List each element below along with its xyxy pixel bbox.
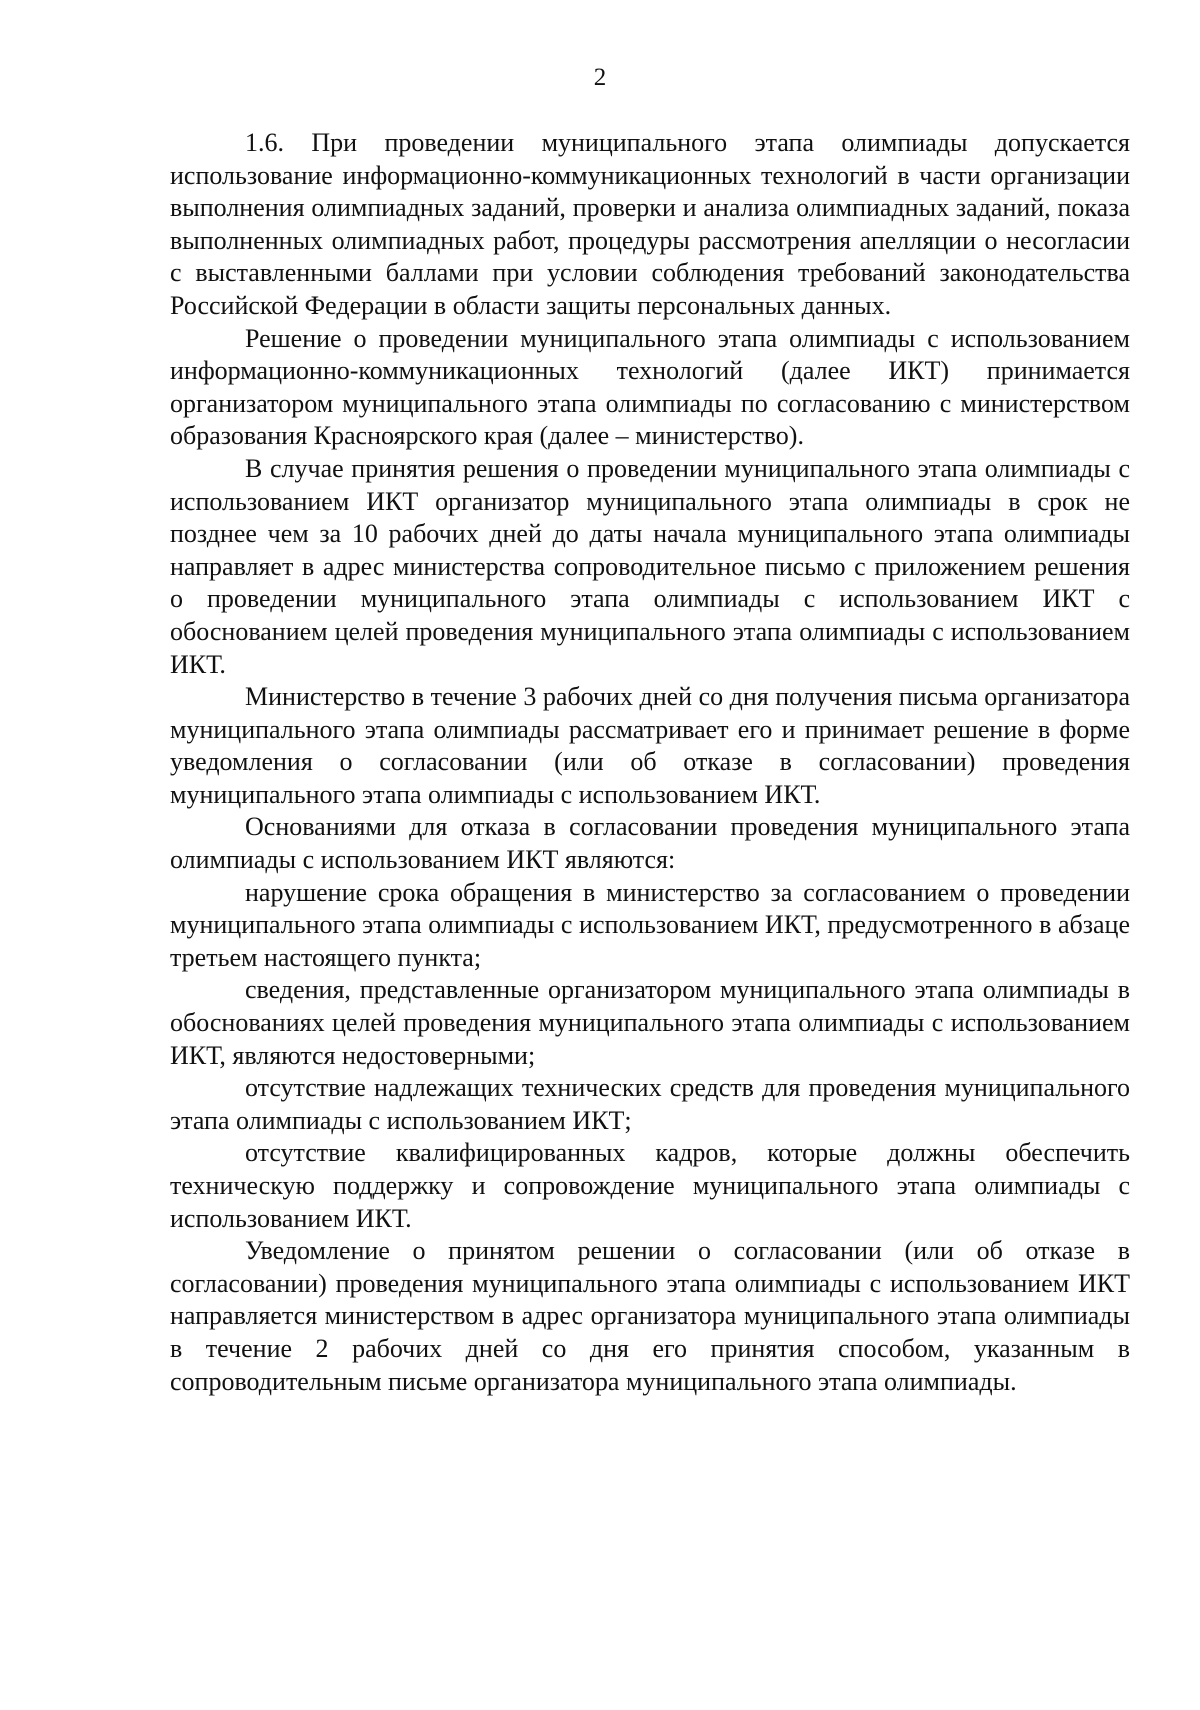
page-number: 2 (593, 64, 607, 91)
document-body (170, 127, 1130, 1398)
paragraph-ministry-review: Министерство в течение 3 рабочих дней со дня получения письма организатора муниципального этапа олимпиады рассматривает его и принимает решение в форме уведомления о согласовании (или об отказе в согласовании) проведения муниципального этапа олимпиады с использованием ИКТ. (170, 682, 1130, 809)
paragraph-refusal-grounds: Основаниями для отказа в согласовании проведения муниципального этапа олимпиады с использованием ИКТ являются: (170, 812, 1130, 875)
paragraph-decision: Решение о проведении муниципального этапа олимпиады с использованием информационно-коммуникационных технологий (далее ИКТ) принимается организатором муниципального этапа олимпиады по согласованию с министерством образования Красноярского края (далее – министерство). (170, 323, 1130, 451)
paragraph-ground-no-staff: отсутствие квалифицированных кадров, которые должны обеспечить техническую поддержку и сопровождение муниципального этапа олимпиады с использованием ИКТ. (170, 1138, 1130, 1233)
paragraph-request-procedure: В случае принятия решения о проведении муниципального этапа олимпиады с использованием ИКТ организатор муниципального этапа олимпиады в срок не позднее чем за 10 рабочих дней до даты начала муниципального этапа олимпиады направляет в адрес министерства сопроводительное письмо с приложением решения о проведении муниципального этапа олимпиады с использованием ИКТ с обоснованием целей проведения муниципального этапа олимпиады с использованием ИКТ. (170, 453, 1130, 679)
paragraph-1-6: 1.6. При проведении муниципального этапа олимпиады допускается использование информационно-коммуникационных технологий в части организации выполнения олимпиадных заданий, проверки и анализа олимпиадных заданий, показа выполненных олимпиадных работ, процедуры рассмотрения апелляции о несогласии с выставленными баллами при условии соблюдения требований законодательства Российской Федерации в области защиты персональных данных. (170, 128, 1130, 320)
paragraph-notification: Уведомление о принятом решении о согласовании (или об отказе в согласовании) проведения муниципального этапа олимпиады с использованием ИКТ направляется министерством в адрес организатора муниципального этапа олимпиады в течение 2 рабочих дней со дня его принятия способом, указанным в сопроводительным письме организатора муниципального этапа олимпиады. (170, 1236, 1130, 1396)
paragraph-ground-deadline: нарушение срока обращения в министерство за согласованием о проведении муниципального этапа олимпиады с использованием ИКТ, предусмотренного в абзаце третьем настоящего пункта; (170, 877, 1130, 972)
paragraph-ground-false-info: сведения, представленные организатором муниципального этапа олимпиады в обоснованиях целей проведения муниципального этапа олимпиады с использованием ИКТ, являются недостоверными; (170, 975, 1130, 1070)
paragraph-ground-no-equipment: отсутствие надлежащих технических средств для проведения муниципального этапа олимпиады с использованием ИКТ; (170, 1073, 1130, 1135)
